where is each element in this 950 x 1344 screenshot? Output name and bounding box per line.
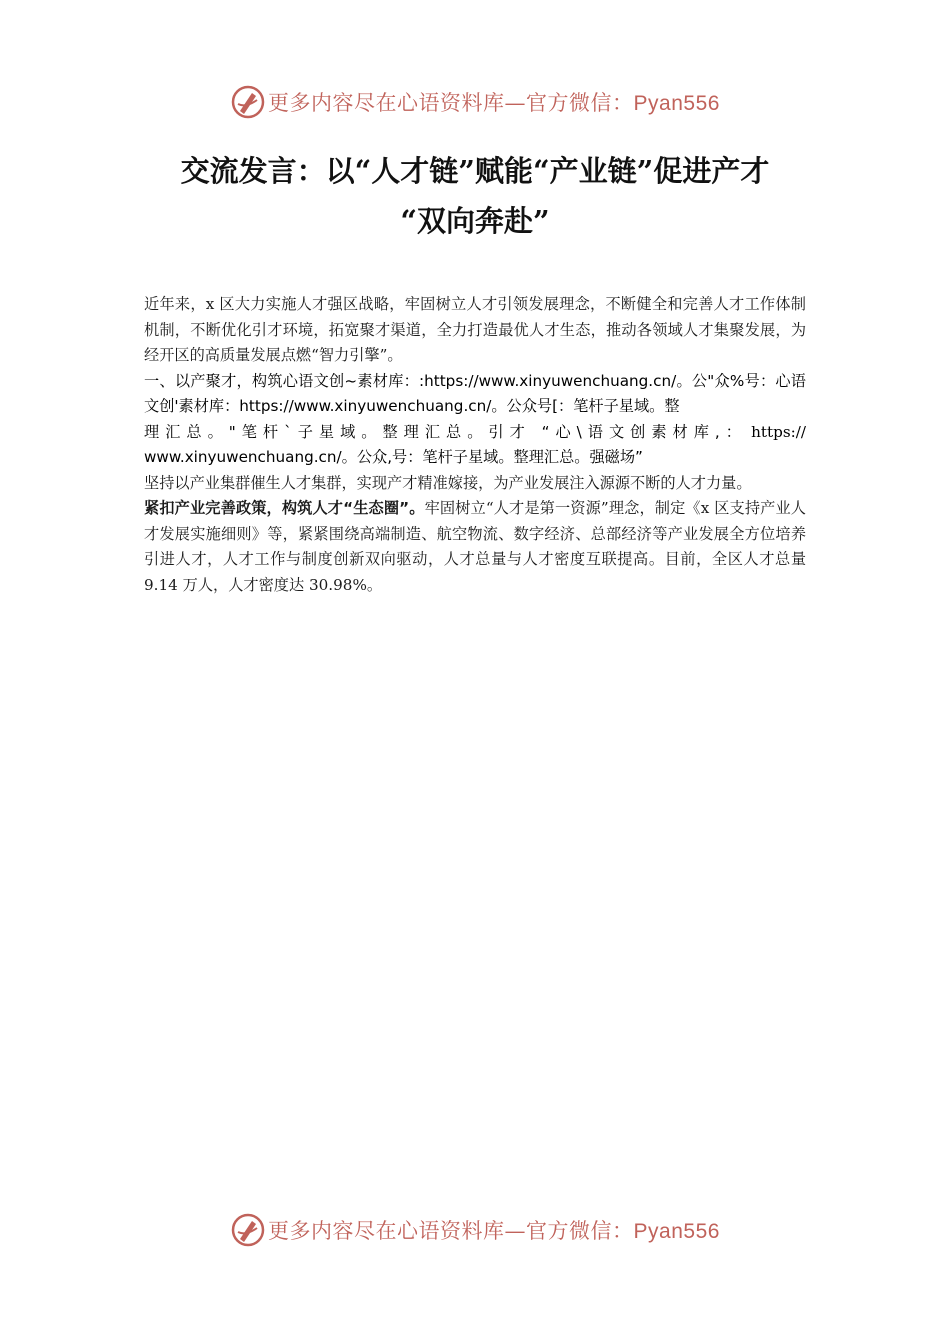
section-heading-part-c: https:// bbox=[751, 422, 806, 441]
section-heading bbox=[144, 369, 806, 471]
paragraph-3-body: 牢固树立“人才是第一资源”理念，制定《x 区支持产业人才发展实施细则》等，紧紧围绕高端制造、航空物流、数字经济、总部经济等产业发展全方位培养引进人才，人才工作与制度创新双向驱动，人才总量与人才密度互联提高。目前，全区人才总量 9.14 万人，人才密度达 30.98%。 bbox=[144, 499, 806, 594]
paragraph-3 bbox=[144, 496, 806, 598]
pen-logo-icon bbox=[230, 84, 266, 120]
banner-text: 更多内容尽在心语资料库—官方微信：Pyan556 bbox=[268, 1219, 720, 1243]
paragraph-3-lead: 紧扣产业完善政策，构筑人才“生态圈”。 bbox=[144, 499, 425, 517]
wechat-id: Pyan556 bbox=[633, 1220, 720, 1243]
footer-banner bbox=[0, 1210, 950, 1250]
paragraph-2: 坚持以产业集群催生人才集群，实现产才精准嫁接，为产业发展注入源源不断的人才力量。 bbox=[144, 473, 752, 492]
title-line-1: 交流发言：以“人才链”赋能“产业链”促进产才 bbox=[180, 154, 770, 188]
section-heading-part-a: 一、以产聚才，构筑心语文创~素材库：:https://www.xinyuwenchuang.cn/。公"众%号：心语文创'素材库：https://www.xinyuwenchuang.cn/。公众号[：笔杆子星域。整 bbox=[144, 371, 806, 415]
pen-logo-icon bbox=[230, 1212, 266, 1248]
header-banner bbox=[0, 82, 950, 122]
title-line-2: “双向奔赴” bbox=[400, 204, 550, 238]
document-title bbox=[140, 146, 810, 246]
document-body bbox=[144, 292, 806, 598]
wechat-id: Pyan556 bbox=[633, 92, 720, 115]
intro-paragraph: 近年来，x 区大力实施人才强区战略，牢固树立人才引领发展理念，不断健全和完善人才工作体制机制，不断优化引才环境，拓宽聚才渠道，全力打造最优人才生态，推动各领域人才集聚发展，为经开区的高质量发展点燃“智力引擎”。 bbox=[144, 295, 806, 364]
banner-text: 更多内容尽在心语资料库—官方微信：Pyan556 bbox=[268, 91, 720, 115]
section-heading-part-b: 理汇总。"笔杆`子星域。整理汇总。引才 “心\语文创素材库,： bbox=[144, 422, 747, 441]
section-heading-part-d: www.xinyuwenchuang.cn/。公众,号：笔杆子星域。整理汇总。强磁场” bbox=[144, 448, 643, 466]
